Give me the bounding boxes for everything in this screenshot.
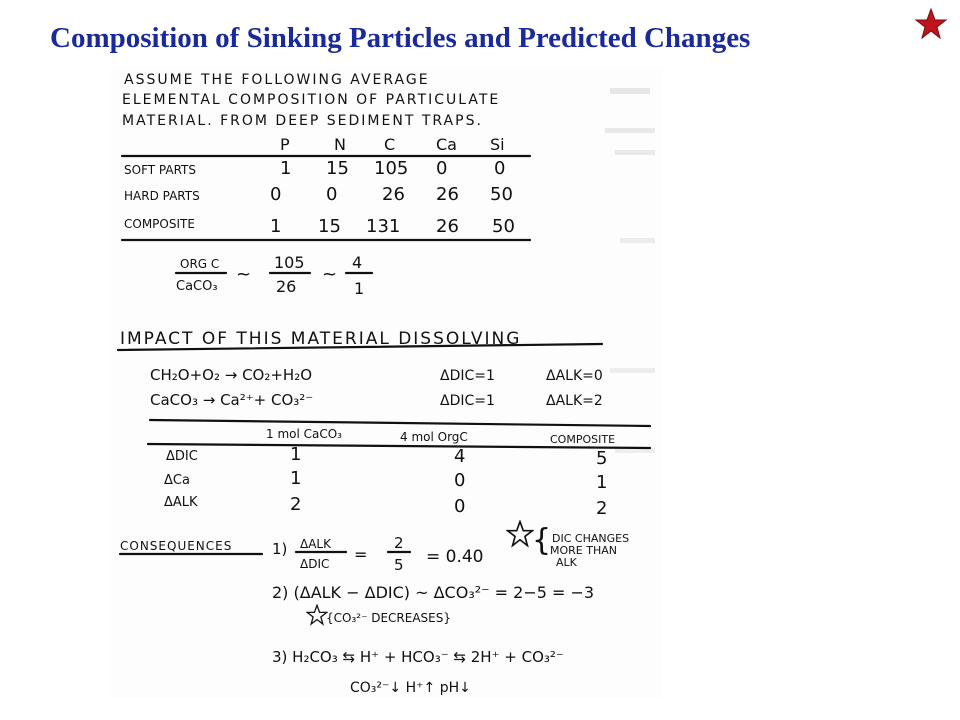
- comp-cell: 50: [490, 184, 513, 205]
- composition-table: [122, 135, 530, 240]
- consequences: [120, 522, 629, 696]
- dis-cell: 0: [454, 470, 466, 491]
- dis-cell: 2: [290, 494, 302, 515]
- comp-header-p: P: [280, 135, 290, 154]
- comp-cell: 26: [436, 216, 459, 237]
- c2-line: 2) (ΔALK − ΔDIC) ~ ΔCO₃²⁻ = 2−5 = −3: [272, 583, 595, 602]
- intro-line-1: ASSUME THE FOLLOWING AVERAGE: [124, 72, 430, 88]
- approx-sign: ~: [322, 264, 338, 285]
- comp-row-label: SOFT PARTS: [124, 163, 196, 177]
- comp-cell: 26: [382, 184, 405, 205]
- approx-sign: ~: [236, 264, 252, 285]
- comp-cell: 1: [280, 158, 292, 179]
- c1-den: ΔDIC: [300, 557, 330, 571]
- comp-cell: 1: [270, 216, 282, 237]
- c1-index: 1): [272, 540, 288, 558]
- dis-cell: 1: [290, 468, 302, 489]
- c3-result: CO₃²⁻↓ H⁺↑ pH↓: [350, 680, 471, 696]
- dis-header: 4 mol OrgC: [400, 430, 468, 444]
- ratio-den2: 26: [276, 277, 297, 296]
- comp-cell: 0: [326, 184, 338, 205]
- c1-frac-den: 5: [394, 556, 404, 574]
- comp-cell: 0: [494, 158, 506, 179]
- comp-row-label: HARD PARTS: [124, 189, 200, 203]
- comp-cell: 0: [436, 158, 448, 179]
- comp-row-label: COMPOSITE: [124, 217, 195, 231]
- c1-note-3: ALK: [556, 556, 577, 569]
- intro-line-2: ELEMENTAL COMPOSITION OF PARTICULATE: [122, 92, 501, 108]
- dis-cell: 1: [290, 444, 302, 465]
- dis-cell: 1: [596, 472, 608, 493]
- reaction-1-dalk: ΔALK=0: [546, 368, 603, 384]
- comp-cell: 0: [270, 184, 282, 205]
- dis-cell: 2: [596, 498, 608, 519]
- reaction-2-eq: CaCO₃ → Ca²⁺+ CO₃²⁻: [150, 391, 314, 409]
- ratio-den3: 1: [354, 279, 365, 298]
- c1-frac-num: 2: [394, 534, 404, 552]
- comp-cell: 105: [374, 158, 409, 179]
- comp-header-ca: Ca: [436, 135, 457, 154]
- dis-cell: 4: [454, 446, 466, 467]
- ratio-num2: 105: [274, 253, 305, 272]
- comp-header-si: Si: [490, 135, 505, 154]
- reaction-2-ddic: ΔDIC=1: [440, 393, 495, 409]
- dissolve-table: [148, 420, 650, 519]
- reaction-2-dalk: ΔALK=2: [546, 393, 603, 409]
- dis-header: COMPOSITE: [550, 433, 616, 446]
- red-star-icon: [914, 7, 948, 41]
- reaction-1-eq: CH₂O+O₂ → CO₂+H₂O: [150, 366, 313, 384]
- handwritten-notes-scan: [110, 68, 662, 698]
- org-c-ratio: [176, 253, 372, 298]
- bleed-through-text: [605, 88, 655, 453]
- c2-note: {CO₃²⁻ DECREASES}: [326, 611, 452, 625]
- impact-heading: IMPACT OF THIS MATERIAL DISSOLVING: [120, 329, 522, 349]
- consequences-heading: CONSEQUENCES: [120, 539, 233, 553]
- ratio-num: ORG C: [180, 257, 220, 271]
- intro-line-3: MATERIAL. FROM DEEP SEDIMENT TRAPS.: [122, 113, 483, 129]
- ratio-den: CaCO₃: [176, 279, 218, 294]
- ratio-num3: 4: [352, 253, 363, 272]
- c1-equals: =: [354, 545, 368, 564]
- c1-num: ΔALK: [300, 537, 331, 551]
- reaction-1-ddic: ΔDIC=1: [440, 368, 495, 384]
- comp-cell: 50: [492, 216, 515, 237]
- comp-header-n: N: [334, 135, 346, 154]
- c1-result: = 0.40: [426, 547, 484, 567]
- dis-header: 1 mol CaCO₃: [266, 427, 342, 441]
- dis-cell: 5: [596, 448, 608, 469]
- comp-header-c: C: [384, 135, 396, 154]
- c3-line: 3) H₂CO₃ ⇆ H⁺ + HCO₃⁻ ⇆ 2H⁺ + CO₃²⁻: [272, 648, 564, 666]
- hand-star-icon: [307, 605, 326, 624]
- comp-cell: 15: [318, 216, 341, 237]
- comp-cell: 26: [436, 184, 459, 205]
- comp-cell: 15: [326, 158, 349, 179]
- c1-note-2: MORE THAN: [550, 544, 617, 557]
- comp-cell: 131: [366, 216, 401, 237]
- dis-cell: 0: [454, 496, 466, 517]
- dis-row-label: ΔCa: [164, 473, 190, 488]
- dis-row-label: ΔALK: [164, 495, 198, 510]
- dis-row-label: ΔDIC: [166, 449, 198, 464]
- c1-note-1: DIC CHANGES: [552, 532, 630, 545]
- brace-open: {: [532, 523, 552, 558]
- slide-title: Composition of Sinking Particles and Predicted Changes: [50, 22, 751, 54]
- hand-star-icon: [508, 522, 533, 546]
